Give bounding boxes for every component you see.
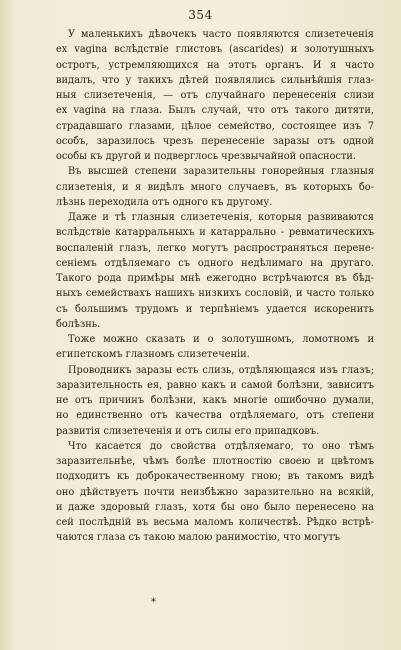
text-line: чаются глаза съ такою малою ранимостію, что могутъ (56, 532, 340, 544)
paragraph (56, 363, 374, 439)
text-line: Проводникъ заразы есть слизь, отдѣляющаяся изъ глазъ; (68, 364, 374, 376)
text-line: ныя слизетеченія, — отъ случайнаго перенесенія слизи (56, 90, 374, 101)
text-line: но единственно отъ качества отдѣляемаго, отъ степени (56, 410, 374, 422)
text-line: съ большимъ трудомъ и терпѣніемъ удается искоренить (56, 303, 374, 315)
text-line: особы къ другой и подверглось чрезвычайной опасности. (56, 151, 357, 162)
text-line: Въ высшей степени заразительны гонорейныя глазныя (68, 166, 374, 178)
text-line: ex vagina на глаза. Былъ случай, что отъ такого дитяти, (56, 105, 374, 117)
text-line: не отъ причинъ болѣзни, какъ многіе ошибочно думали, (56, 395, 374, 406)
text-line: развитія слизетеченія и отъ силы его припадковъ. (56, 425, 320, 437)
text-line: слизетенія, и я видѣлъ много случаевъ, въ которыхъ бо- (56, 181, 374, 193)
text-line: болѣзнь. (56, 318, 101, 330)
text-line: ныхъ семействахъ нашихъ низкихъ сословій, и часто только (56, 288, 374, 300)
text-line: видалъ, что у такихъ дѣтей появлялись сильнѣйшія глаз- (56, 74, 374, 86)
text-line: ex vagina вслѣдствіе глистовъ (ascarides) и золотушныхъ (56, 44, 374, 56)
text-line: воспаленій глазъ, легко могутъ распространяться перене- (56, 242, 374, 254)
bottom-mark: * (151, 597, 156, 608)
text-line: подходитъ къ доброкачественному гною; въ такомъ видѣ (56, 471, 374, 483)
text-line: вслѣдствіе катарральныхъ и катаррально - ревматическихъ (56, 227, 374, 239)
text-line: остротъ, устремляющихся на этотъ органъ. И я часто (56, 59, 374, 71)
text-line: заразительнѣе, чѣмъ болѣе плотностію своею и цвѣтомъ (56, 456, 374, 467)
text-line: и даже здоровый глазъ, хотя бы оно было перенесено на (56, 501, 374, 513)
text-line: оно дѣйствуетъ почти неизбѣжно заразительно на всякій, (56, 486, 374, 498)
text-line: Тоже можно сказать и о золотушномъ, ломотномъ и (68, 334, 374, 345)
text-line: Такого рода примѣры мнѣ ежегодно встрѣчаются въ бѣд- (56, 273, 374, 284)
paragraph (56, 439, 374, 546)
text-line: особъ, заразилось чрезъ перенесеніе заразы отъ одной (56, 135, 374, 147)
text-line: египетскомъ глазномъ слизетеченіи. (56, 349, 250, 361)
paragraph (56, 164, 374, 210)
paragraph (56, 210, 374, 332)
page-number: 354 (188, 8, 213, 22)
text-line: заразительность ея, равно какъ и самой болѣзни, зависитъ (56, 379, 374, 391)
body-text (56, 27, 374, 546)
paragraph (56, 332, 374, 363)
paragraph (56, 27, 374, 164)
text-line: страдавшаго глазами, цѣлое семейство, состоящее изъ 7 (56, 120, 374, 132)
text-line: сеніемъ отдѣляемаго съ одного недѣлимаго на другаго. (56, 257, 374, 269)
text-line: сей послѣдній въ весьма маломъ количествѣ. Рѣдко встрѣ- (56, 517, 374, 528)
text-line: Даже и тѣ глазныя слизетеченія, которыя развиваются (68, 212, 374, 223)
text-line: лѣзнь переходила отъ одного къ другому. (56, 196, 273, 208)
text-line: У маленькихъ дѣвочекъ часто появляются слизетеченія (68, 29, 374, 40)
text-line: Что касается до свойства отдѣляемаго, то оно тѣмъ (68, 440, 374, 452)
